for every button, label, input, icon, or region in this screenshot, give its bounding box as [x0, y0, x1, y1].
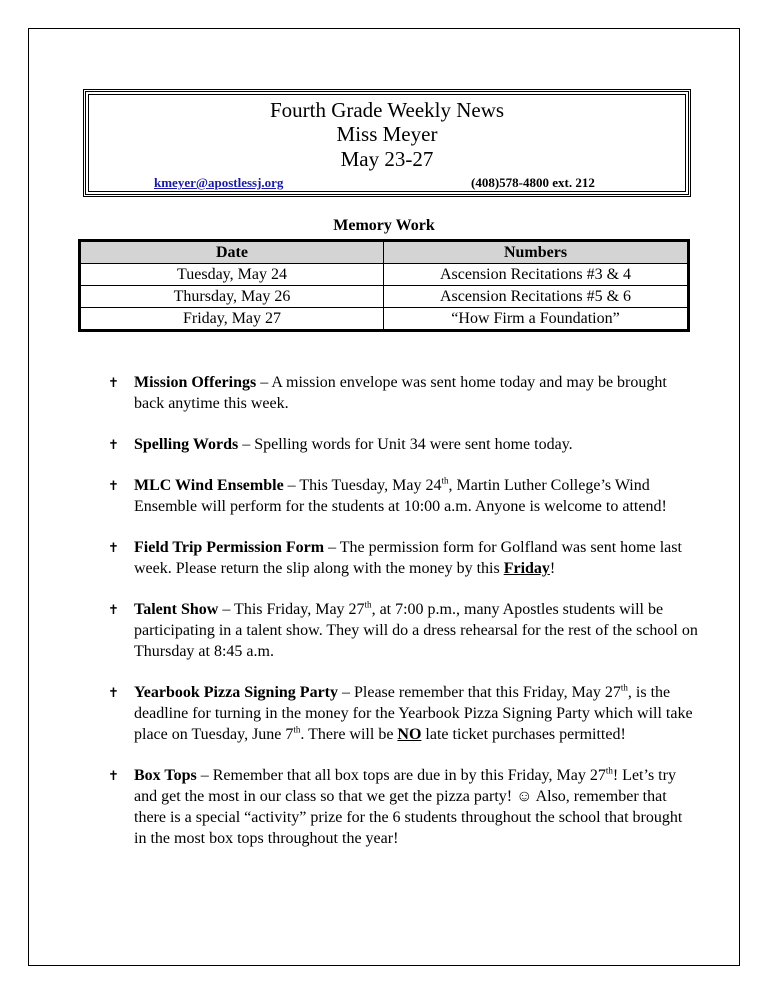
list-item [108, 475, 698, 517]
table-row [80, 308, 689, 331]
ordinal-suffix: th [293, 724, 301, 735]
item-heading: Spelling Words [134, 436, 239, 453]
cross-icon: ✝ [108, 437, 119, 452]
item-text: . There will be [300, 726, 398, 743]
ordinal-suffix: th [441, 475, 449, 486]
item-text: – Spelling words for Unit 34 were sent home today. [238, 436, 573, 453]
table-header-row [80, 241, 689, 264]
ordinal-suffix: th [364, 599, 372, 610]
table-row [80, 286, 689, 308]
item-text: , is the deadline for turning in the money for the Yearbook Pizza Signing Party which will take place on Tuesday, June 7 [134, 684, 693, 743]
cross-icon: ✝ [108, 375, 119, 390]
item-heading: Talent Show [134, 601, 219, 618]
emphasis-text: Friday [503, 560, 550, 577]
item-text: late ticket purchases permitted! [421, 726, 626, 743]
cross-icon: ✝ [108, 768, 119, 783]
item-heading: MLC Wind Ensemble [134, 477, 284, 494]
emphasis-text: NO [397, 726, 422, 743]
item-text: – Remember that all box tops are due in by this Friday, May 27 [196, 767, 606, 784]
table-cell: Friday, May 27 [80, 308, 384, 331]
item-text: – A mission envelope was sent home today and may be brought back anytime this week. [134, 374, 667, 412]
item-text: , at 7:00 p.m., many Apostles students will be participating in a talent show. They will do a dress rehearsal for the rest of the school on Thursday at 8:45 a.m. [134, 601, 698, 660]
cross-icon: ✝ [108, 540, 119, 555]
table-cell: Ascension Recitations #3 & 4 [384, 264, 689, 286]
list-item [108, 434, 698, 455]
memory-work-table [78, 239, 690, 332]
cross-icon: ✝ [108, 478, 119, 493]
item-text: – Please remember that this Friday, May 27 [338, 684, 621, 701]
teacher-name: Miss Meyer [336, 122, 438, 146]
item-text: ! [549, 560, 556, 577]
list-item [108, 599, 698, 662]
list-item [108, 765, 698, 849]
item-text: ! Let’s try and get the most in our class so that we get the pizza party! ☺ Also, remember that there is a special “activity” prize for the 6 students throughout the school that brought in the most box tops throughout the year! [134, 767, 683, 847]
memory-work-title: Memory Work [333, 217, 435, 234]
table-row [80, 264, 689, 286]
item-text: – The permission form for Golfland was sent home last week. Please return the slip along with the money by this [134, 539, 682, 577]
cross-icon: ✝ [108, 602, 119, 617]
table-cell: Ascension Recitations #5 & 6 [384, 286, 689, 308]
list-item [108, 372, 698, 414]
item-heading: Field Trip Permission Form [134, 539, 325, 556]
item-heading: Box Tops [134, 767, 197, 784]
table-cell: Tuesday, May 24 [80, 264, 384, 286]
email-link[interactable]: kmeyer@apostlessj.org [154, 175, 284, 190]
newsletter-header [83, 89, 691, 197]
item-heading: Mission Offerings [134, 374, 257, 391]
announcement-list [108, 372, 698, 869]
cross-icon: ✝ [108, 685, 119, 700]
item-text: – This Tuesday, May 24 [283, 477, 442, 494]
table-cell: Thursday, May 26 [80, 286, 384, 308]
week-dates: May 23-27 [340, 147, 434, 171]
item-text: – This Friday, May 27 [218, 601, 365, 618]
phone-number: (408)578-4800 ext. 212 [471, 175, 595, 190]
column-header: Date [80, 241, 384, 264]
newsletter-title: Fourth Grade Weekly News [269, 98, 505, 122]
item-heading: Yearbook Pizza Signing Party [134, 684, 338, 701]
column-header: Numbers [384, 241, 689, 264]
item-text: , Martin Luther College’s Wind Ensemble will perform for the students at 10:00 a.m. Anyone is welcome to attend! [134, 477, 667, 515]
ordinal-suffix: th [620, 682, 628, 693]
ordinal-suffix: th [605, 765, 613, 776]
table-cell: “How Firm a Foundation” [384, 308, 689, 331]
list-item [108, 682, 698, 745]
list-item [108, 537, 698, 579]
